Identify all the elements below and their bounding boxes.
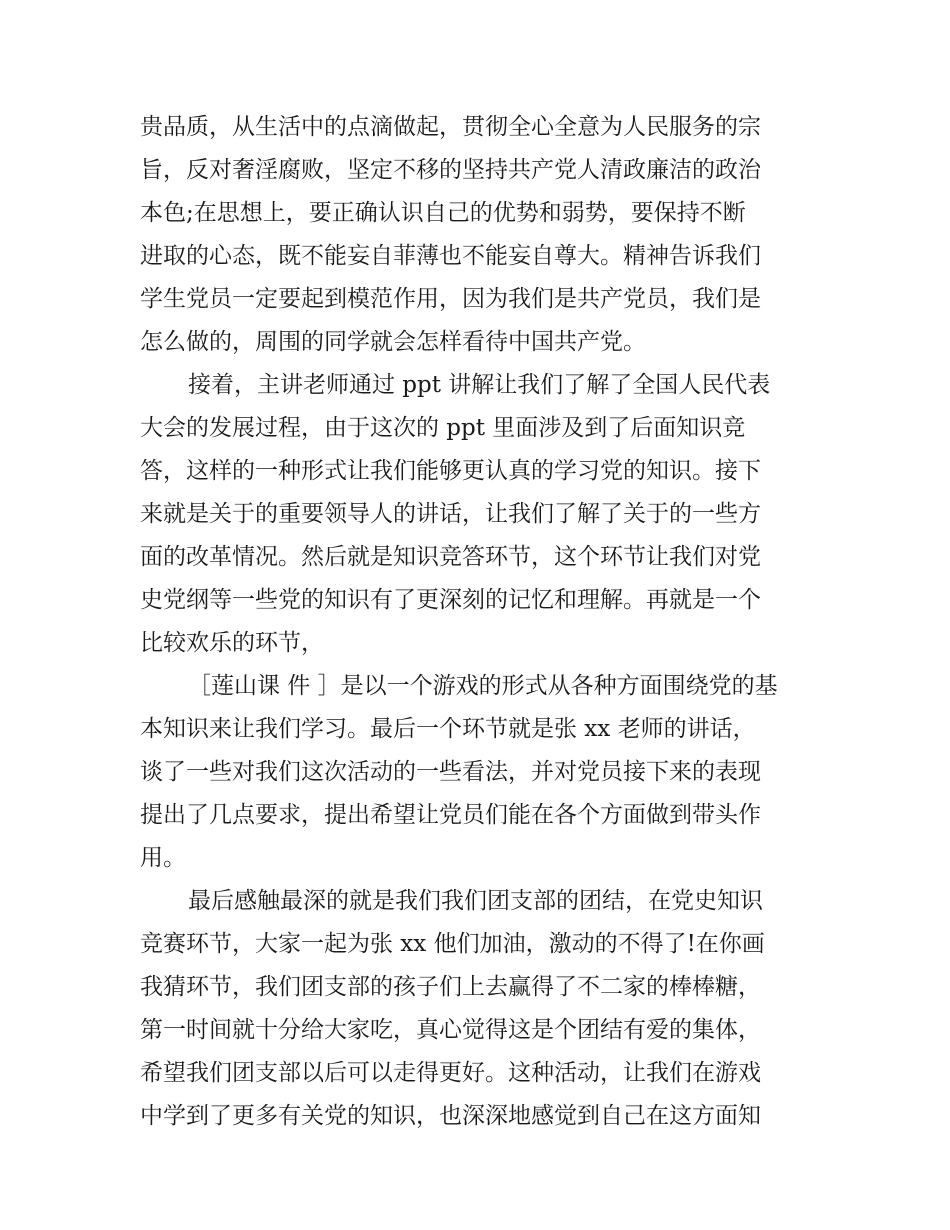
text-line: 进取的心态，既不能妄自菲薄也不能妄自尊大。精神告诉我们 [140,243,761,269]
text-line: 用。 [140,845,186,871]
text-line: 竞赛环节，大家一起为张 xx 他们加油，激动的不得了!在你画 [140,931,765,957]
text-line: 比较欢乐的环节， [140,630,324,656]
text-line: 我猜环节，我们团支部的孩子们上去赢得了不二家的棒棒糖， [140,974,761,1000]
text-line: 来就是关于的重要领导人的讲话，让我们了解了关于的一些方 [140,501,761,527]
text-line: 中学到了更多有关党的知识，也深深地感觉到自己在这方面知 [140,1103,761,1129]
text-line: 旨，反对奢淫腐败，坚定不移的坚持共产党人清政廉洁的政治 [140,157,761,183]
text-line: 史党纲等一些党的知识有了更深刻的记忆和理解。再就是一个 [140,587,761,613]
text-line: 面的改革情况。然后就是知识竞答环节，这个环节让我们对党 [140,544,761,570]
paragraph-first-line: ［莲山课 件 ］是以一个游戏的形式从各种方面围绕党的基 [188,673,778,699]
text-line: 本知识来让我们学习。最后一个环节就是张 xx 老师的讲话， [140,716,756,742]
text-line: 谈了一些对我们这次活动的一些看法，并对党员接下来的表现 [140,759,761,785]
text-line: 本色;在思想上，要正确认识自己的优势和弱势，要保持不断 [140,200,746,226]
text-line: 大会的发展过程，由于这次的 ppt 里面涉及到了后面知识竞 [140,415,746,441]
text-line: 第一时间就十分给大家吃，真心觉得这是个团结有爱的集体， [140,1017,761,1043]
text-line: 希望我们团支部以后可以走得更好。这种活动，让我们在游戏 [140,1060,761,1086]
paragraph-first-line: 最后感触最深的就是我们我们团支部的团结，在党史知识 [188,888,763,914]
text-line: 贵品质，从生活中的点滴做起，贯彻全心全意为人民服务的宗 [140,114,761,140]
text-line: 答，这样的一种形式让我们能够更认真的学习党的知识。接下 [140,458,761,484]
paragraph-first-line: 接着，主讲老师通过 ppt 讲解让我们了解了全国人民代表 [188,372,771,398]
text-line: 学生党员一定要起到模范作用，因为我们是共产党员，我们是 [140,286,761,312]
text-line: 怎么做的，周围的同学就会怎样看待中国共产党。 [140,329,646,355]
text-line: 提出了几点要求，提出希望让党员们能在各个方面做到带头作 [140,802,761,828]
